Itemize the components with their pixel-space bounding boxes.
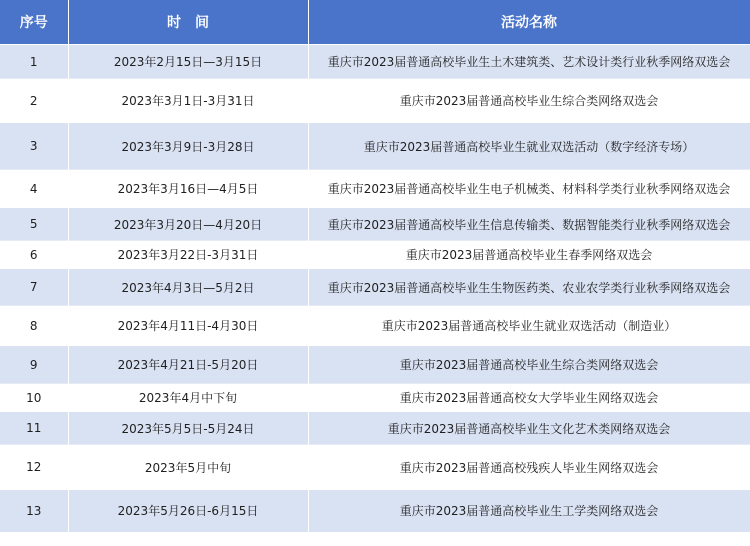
row-name: 重庆市2023届普通高校女大学毕业生网络双选会 <box>308 384 750 412</box>
row-time: 2023年3月22日-3月31日 <box>68 241 308 269</box>
row-time: 2023年3月1日-3月31日 <box>68 79 308 123</box>
table-row <box>0 445 750 490</box>
row-no: 10 <box>0 384 68 412</box>
row-no: 3 <box>0 123 68 170</box>
row-no: 13 <box>0 490 68 532</box>
table-row <box>0 490 750 532</box>
header-row <box>0 0 750 45</box>
row-no: 7 <box>0 269 68 306</box>
row-no: 8 <box>0 306 68 346</box>
row-no: 2 <box>0 79 68 123</box>
table-row <box>0 208 750 241</box>
row-name: 重庆市2023届普通高校毕业生生物医药类、农业农学类行业秋季网络双选会 <box>308 269 750 306</box>
row-name: 重庆市2023届普通高校毕业生工学类网络双选会 <box>308 490 750 532</box>
table-row <box>0 306 750 346</box>
table-row <box>0 412 750 445</box>
row-no: 6 <box>0 241 68 269</box>
row-name: 重庆市2023届普通高校毕业生文化艺术类网络双选会 <box>308 412 750 445</box>
row-no: 9 <box>0 346 68 384</box>
table-row <box>0 45 750 79</box>
row-no: 4 <box>0 170 68 208</box>
row-name: 重庆市2023届普通高校毕业生电子机械类、材料科学类行业秋季网络双选会 <box>308 170 750 208</box>
row-name: 重庆市2023届普通高校毕业生综合类网络双选会 <box>308 79 750 123</box>
row-time: 2023年3月9日-3月28日 <box>68 123 308 170</box>
row-no: 5 <box>0 208 68 241</box>
row-name: 重庆市2023届普通高校毕业生土木建筑类、艺术设计类行业秋季网络双选会 <box>308 45 750 79</box>
row-name: 重庆市2023届普通高校毕业生综合类网络双选会 <box>308 346 750 384</box>
row-time: 2023年5月5日-5月24日 <box>68 412 308 445</box>
row-no: 11 <box>0 412 68 445</box>
row-name: 重庆市2023届普通高校毕业生春季网络双选会 <box>308 241 750 269</box>
table-row <box>0 269 750 306</box>
row-time: 2023年4月11日-4月30日 <box>68 306 308 346</box>
row-time: 2023年4月21日-5月20日 <box>68 346 308 384</box>
table-row <box>0 346 750 384</box>
table-row <box>0 123 750 170</box>
table-row <box>0 241 750 269</box>
row-time: 2023年3月16日—4月5日 <box>68 170 308 208</box>
table-row <box>0 170 750 208</box>
header-time: 时 间 <box>68 0 308 45</box>
header-name: 活动名称 <box>308 0 750 45</box>
row-time: 2023年5月中旬 <box>68 445 308 490</box>
row-time: 2023年3月20日—4月20日 <box>68 208 308 241</box>
row-name: 重庆市2023届普通高校毕业生就业双选活动（制造业） <box>308 306 750 346</box>
table-row <box>0 79 750 123</box>
row-time: 2023年4月3日—5月2日 <box>68 269 308 306</box>
row-no: 1 <box>0 45 68 79</box>
table-row <box>0 384 750 412</box>
row-time: 2023年4月中下旬 <box>68 384 308 412</box>
row-name: 重庆市2023届普通高校毕业生信息传输类、数据智能类行业秋季网络双选会 <box>308 208 750 241</box>
row-no: 12 <box>0 445 68 490</box>
row-time: 2023年5月26日-6月15日 <box>68 490 308 532</box>
header-no: 序号 <box>0 0 68 45</box>
row-time: 2023年2月15日—3月15日 <box>68 45 308 79</box>
row-name: 重庆市2023届普通高校残疾人毕业生网络双选会 <box>308 445 750 490</box>
row-name: 重庆市2023届普通高校毕业生就业双选活动（数字经济专场） <box>308 123 750 170</box>
